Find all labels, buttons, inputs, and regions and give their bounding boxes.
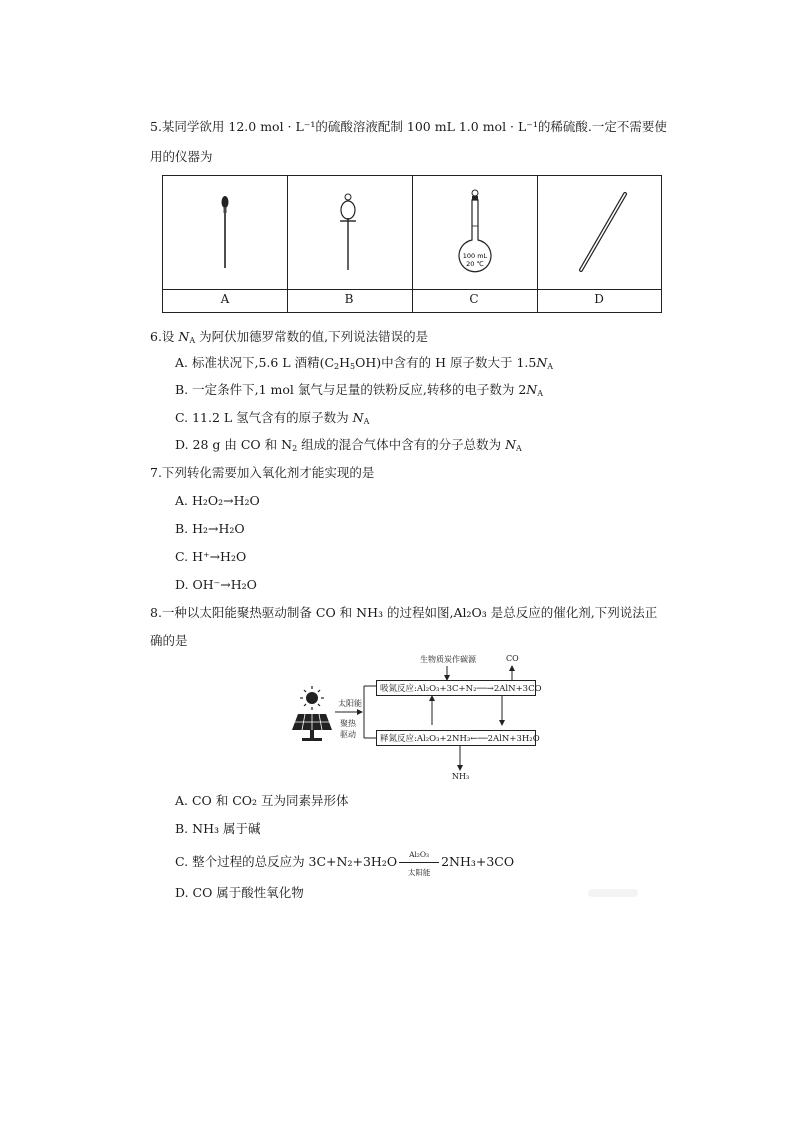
flask-text-temp: 20 ℃: [466, 260, 484, 268]
glass-rod-icon: [573, 190, 633, 276]
q8-option-a: A. CO 和 CO₂ 互为同素异形体: [175, 793, 349, 808]
q6-option-d: D. 28 g 由 CO 和 $N_2$ 组成的混合气体中含有的分子总数为 $N_A$: [175, 437, 522, 453]
reaction-box-absorb: 吸氮反应:Al₂O₃+3C+N₂──→2AlN+3CO: [376, 680, 536, 696]
q6-stem: 6.设 $N_A$ 为阿伏加德罗常数的值,下列说法错误的是: [150, 329, 429, 345]
q7-option-a: A. H₂O₂→H₂O: [175, 493, 260, 508]
reaction-box-release: 释氮反应:Al₂O₃+2NH₃←──2AlN+3H₂O: [376, 730, 536, 746]
volumetric-flask-icon: [450, 188, 500, 286]
q7-stem: 7.下列转化需要加入氧化剂才能实现的是: [150, 465, 375, 480]
flask-text-volume: 100 mL: [462, 252, 488, 260]
q8-option-c: C. 整个过程的总反应为 3C+N₂+3H₂O Al₂O₃ 太阳能 2NH₃+3CO: [175, 849, 515, 877]
separatory-funnel-icon: [333, 192, 363, 274]
q8-option-d: D. CO 属于酸性氧化物: [175, 885, 304, 900]
q6-option-a: A. 标准状况下,5.6 L 酒精$(C_2H_5OH)$中含有的 H 原子数大于 $1.5N_A$: [175, 355, 554, 371]
q8-stem-line2: 确的是: [150, 633, 188, 648]
table-divider: [163, 289, 661, 290]
option-label-c: C: [469, 292, 479, 306]
option-label-b: B: [344, 292, 354, 306]
q7-option-c: C. H⁺→H₂O: [175, 549, 247, 564]
co-output-label: CO: [506, 654, 519, 663]
q5-stem-line1: 5.某同学欲用 12.0 mol · L⁻¹的硫酸溶液配制 100 mL 1.0 mol · L⁻¹的稀硫酸.一定不需要使: [150, 119, 667, 134]
sun-icon: [300, 686, 324, 710]
biomass-label: 生物质炭作碳源: [420, 655, 476, 664]
solar-label: 太阳能: [338, 699, 362, 708]
catalyst-arrow: Al₂O₃ 太阳能: [399, 854, 439, 872]
nh3-output-label: NH₃: [452, 772, 470, 781]
q7-option-b: B. H₂→H₂O: [175, 521, 245, 536]
q5-stem-line2: 用的仪器为: [150, 149, 213, 164]
dropper-icon: [213, 192, 237, 272]
option-label-d: D: [594, 292, 604, 306]
drive-label-1: 聚热: [340, 719, 356, 728]
option-label-a: A: [220, 292, 230, 306]
watermark: [588, 889, 638, 897]
drive-label-2: 驱动: [340, 730, 356, 739]
q8-option-b: B. NH₃ 属于碱: [175, 821, 261, 836]
q8-stem-line1: 8.一种以太阳能聚热驱动制备 CO 和 NH₃ 的过程如图,Al₂O₃ 是总反应的催化剂,下列说法正: [150, 605, 658, 620]
solar-panel-icon: [292, 714, 332, 741]
apparatus-table: [162, 175, 662, 313]
sun-panel-icon: [290, 686, 334, 744]
q7-option-d: D. OH⁻→H₂O: [175, 577, 257, 592]
q6-option-c: C. 11.2 L 氢气含有的原子数为 $N_A$: [175, 410, 370, 426]
process-diagram: [280, 650, 540, 785]
q6-option-b: B. 一定条件下,1 mol 氯气与足量的铁粉反应,转移的电子数为 $2N_A$: [175, 382, 544, 398]
